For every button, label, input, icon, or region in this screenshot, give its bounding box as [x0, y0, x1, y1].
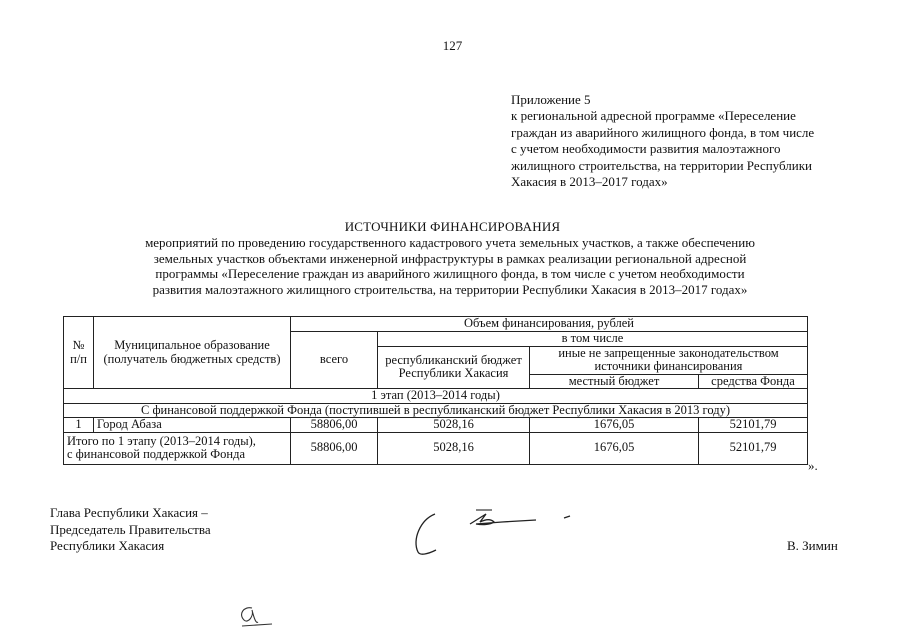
total-label-line: с финансовой поддержкой Фонда [67, 447, 246, 461]
table-row [64, 418, 808, 433]
document-subtitle [100, 235, 800, 297]
signatory-line: Республики Хакасия [50, 538, 165, 553]
appendix-block [511, 92, 871, 190]
header-total: всего [291, 332, 378, 389]
header-including: в том числе [378, 332, 808, 347]
signatory-position [50, 505, 211, 555]
signatory-name: В. Зимин [787, 538, 838, 553]
total-local: 1676,05 [530, 432, 699, 464]
header-fund: средства Фонда [699, 374, 808, 389]
row-municipality: Город Абаза [94, 418, 291, 433]
subtitle-line: мероприятий по проведению государственного кадастрового учета земельных участков, а также обеспечению [145, 235, 755, 250]
document-title: ИСТОЧНИКИ ФИНАНСИРОВАНИЯ [344, 219, 561, 234]
support-row: С финансовой поддержкой Фонда (поступившей в республиканский бюджет Республики Хакасия в 2013 году) [64, 403, 808, 418]
signatory-line: Председатель Правительства [50, 521, 211, 537]
appendix-line: граждан из аварийного жилищного фонда, в том числе [511, 124, 815, 140]
header-other-sources: иные не запрещенные законодательством источники финансирования [530, 346, 808, 374]
row-republic: 5028,16 [378, 418, 530, 433]
row-local: 1676,05 [530, 418, 699, 433]
subtitle-line: земельных участков объектами инженерной инфраструктуры в рамках реализации региональной адресной [153, 250, 747, 266]
appendix-title: Приложение 5 [511, 92, 591, 107]
total-label-line: Итого по 1 этапу (2013–2014 годы), [67, 433, 256, 448]
subtitle-line: программы «Переселение граждан из аварийного жилищного фонда, в том числе с учетом необходимости [155, 266, 745, 281]
total-fund: 52101,79 [699, 432, 808, 464]
row-num: 1 [64, 418, 94, 433]
header-num: № п/п [64, 317, 94, 389]
appendix-line: жилищного строительства, на территории Республики [511, 157, 813, 173]
page-number: 127 [442, 38, 463, 53]
row-total: 58806,00 [291, 418, 378, 433]
total-label [64, 432, 291, 464]
handwritten-signature [410, 500, 580, 560]
handwritten-mark [236, 600, 276, 630]
closing-quote: ». [808, 458, 818, 473]
financing-table [63, 316, 808, 465]
total-sum: 58806,00 [291, 432, 378, 464]
header-volume: Объем финансирования, рублей [291, 317, 808, 332]
signatory-line: Глава Республики Хакасия – [50, 505, 208, 520]
header-local-budget: местный бюджет [530, 374, 699, 389]
header-municipality: Муниципальное образование (получатель бюджетных средств) [94, 317, 291, 389]
total-row [64, 432, 808, 464]
total-republic: 5028,16 [378, 432, 530, 464]
header-republic-budget: республиканский бюджет Республики Хакасия [378, 346, 530, 389]
subtitle-line: развития малоэтажного жилищного строительства, на территории Республики Хакасия в 2013–2017 годах» [152, 281, 748, 297]
appendix-line: к региональной адресной программе «Переселение [511, 108, 796, 124]
stage-row: 1 этап (2013–2014 годы) [64, 389, 808, 404]
appendix-line: Хакасия в 2013–2017 годах» [511, 174, 668, 190]
appendix-line: с учетом необходимости развития малоэтажного [511, 141, 781, 157]
row-fund: 52101,79 [699, 418, 808, 433]
